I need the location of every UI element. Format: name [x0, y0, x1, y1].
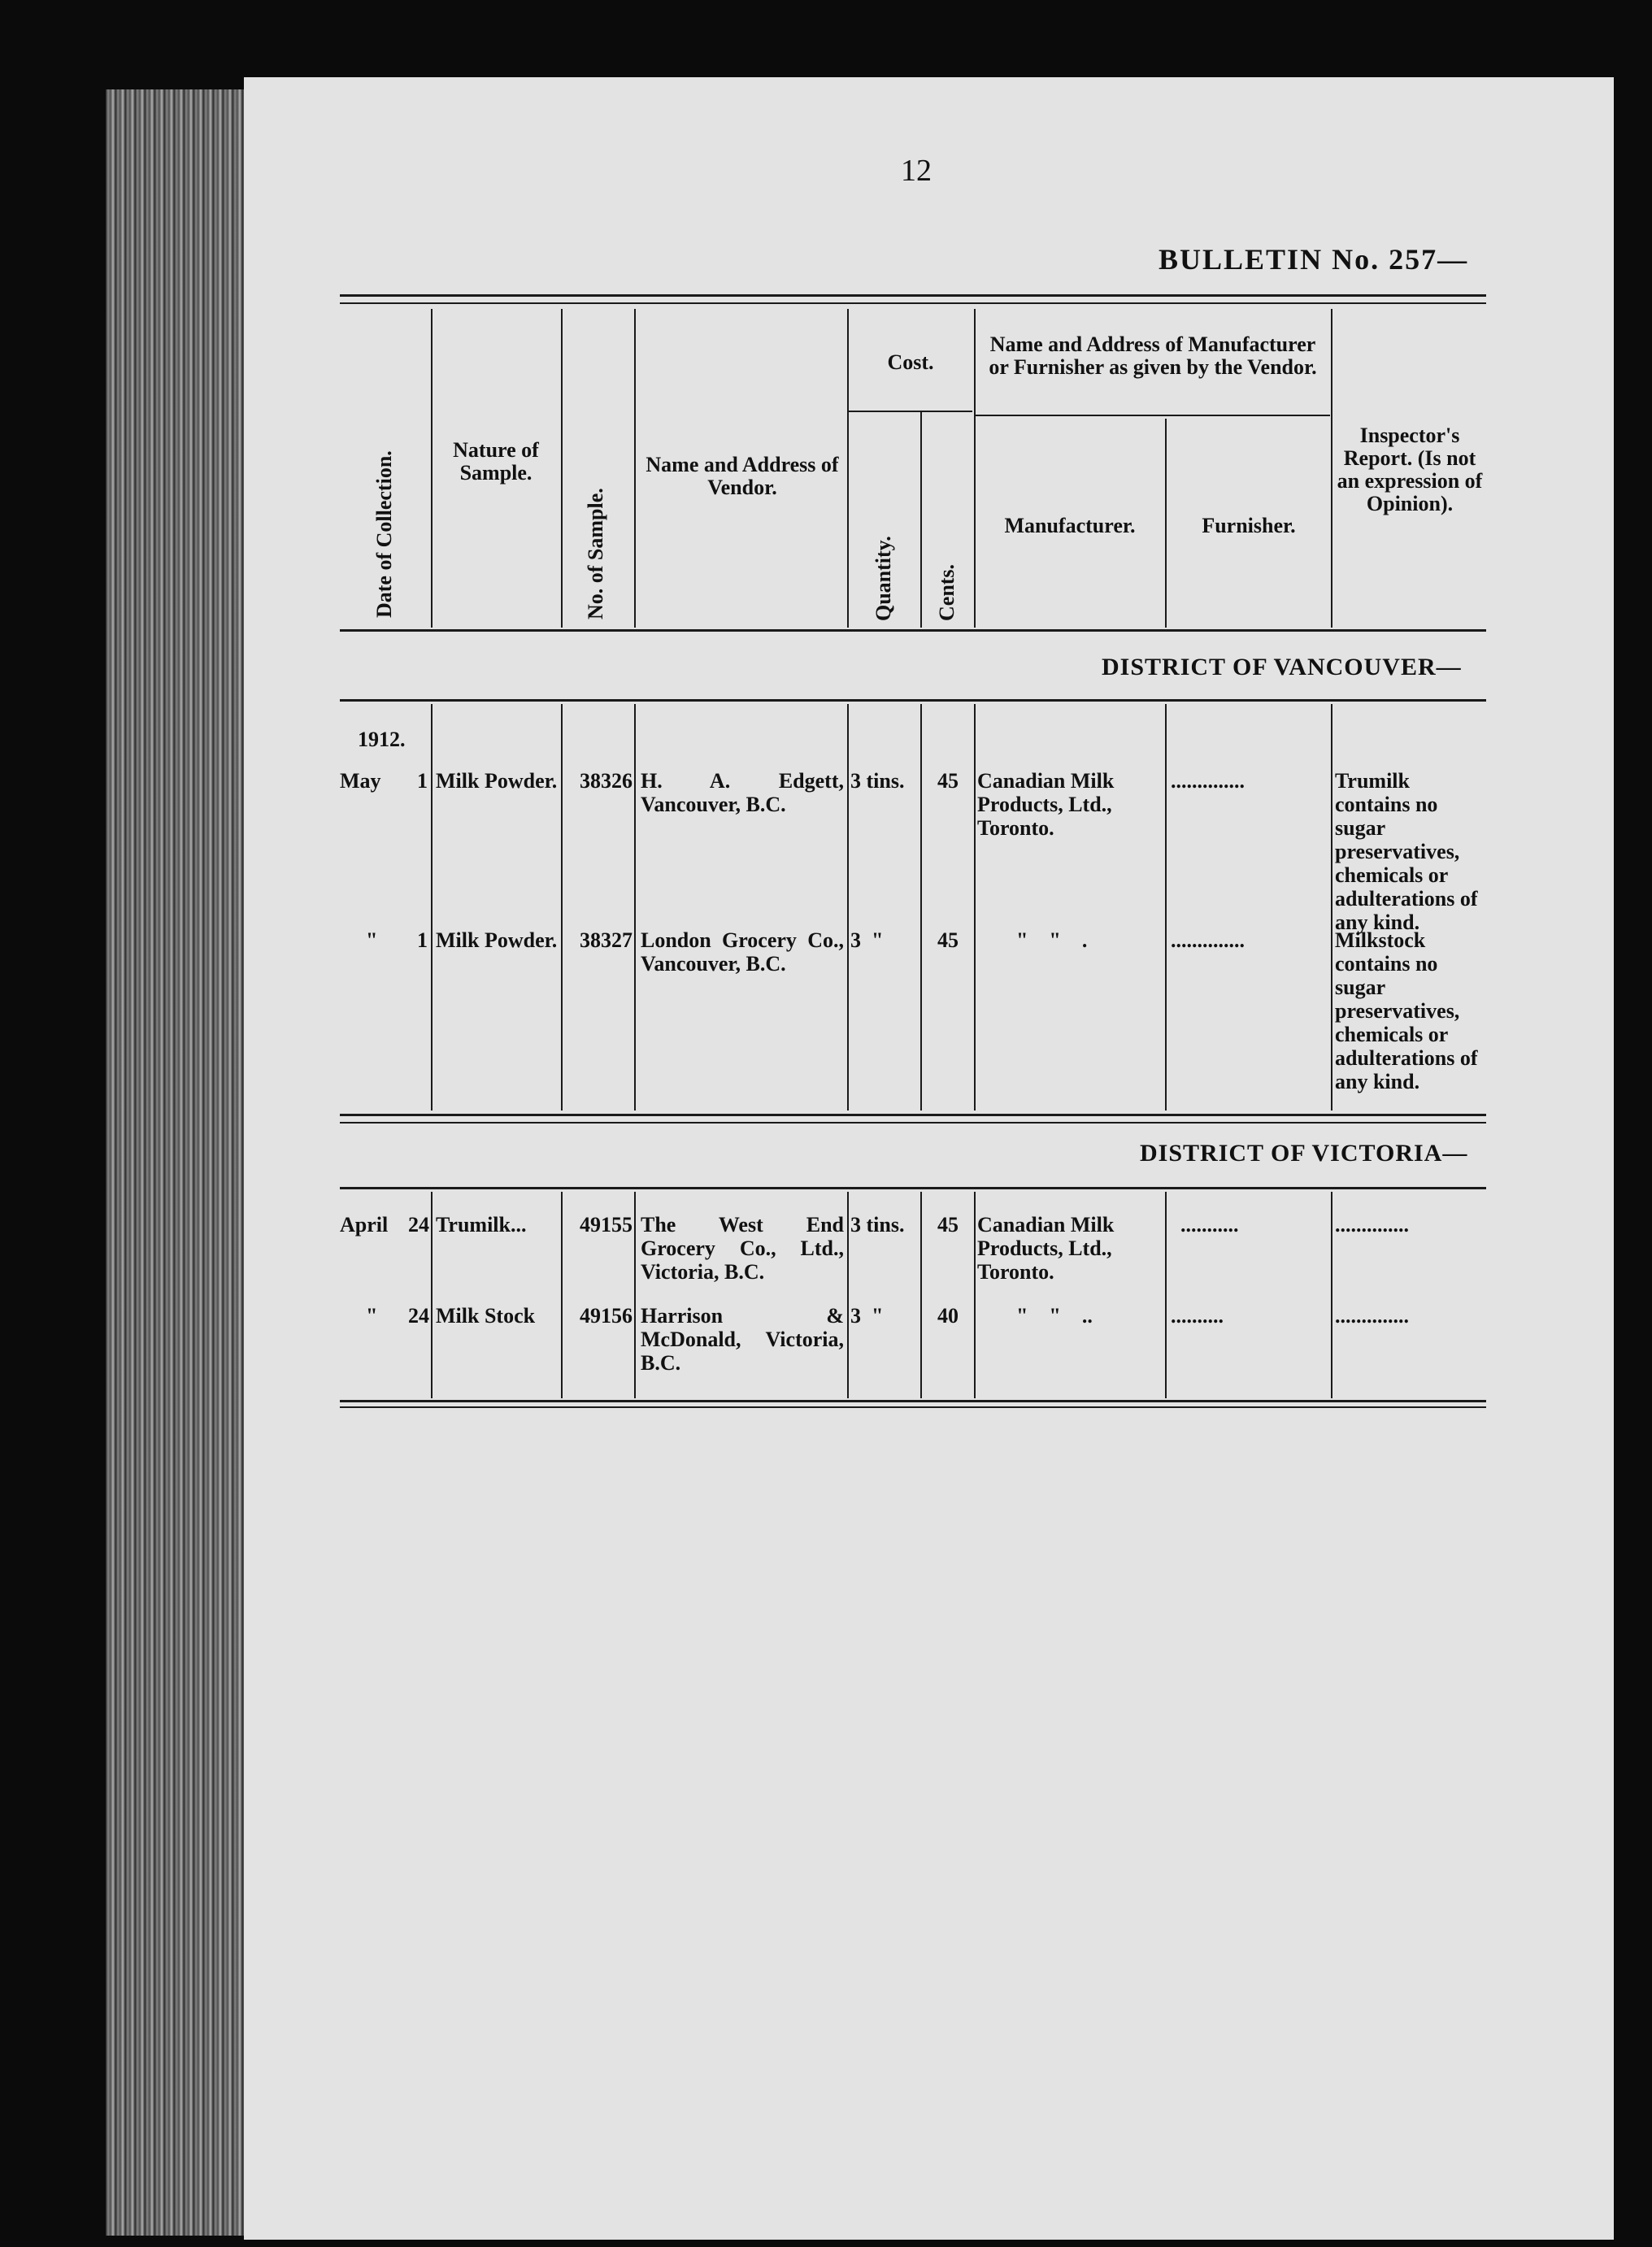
table-row-2-manufacturer: " " .	[1016, 928, 1088, 952]
header-manufacturer: Manufacturer.	[1004, 514, 1136, 537]
header-report-text: Inspector's Report. (Is not an expression of Opinion).	[1337, 424, 1483, 515]
table-row-1-furnisher: ..............	[1171, 769, 1245, 793]
table-row-1-cents: 45	[937, 769, 959, 793]
table-row-4-sample-no: 49156	[580, 1304, 633, 1328]
header-quantity: Quantity.	[872, 536, 895, 621]
table-row-4-furnisher: ..........	[1171, 1304, 1224, 1328]
table-row-3-day: 24	[408, 1213, 429, 1237]
district-victoria-heading: DISTRICT OF VICTORIA—	[1140, 1140, 1468, 1167]
bulletin-heading: BULLETIN No. 257—	[1159, 243, 1469, 276]
table-row-3-quantity: 3 tins.	[850, 1213, 905, 1237]
table-top-rule-2	[340, 302, 1486, 304]
table-row-1-nature: Milk Powder.	[436, 769, 558, 793]
table-row-2-day: 1	[417, 928, 428, 952]
table-row-3-vendor: The West End Grocery Co., Ltd., Victoria, B.C.	[641, 1213, 844, 1284]
table-top-rule	[340, 294, 1486, 297]
table-row-1-month: May	[340, 769, 381, 793]
district-vancouver-heading: DISTRICT OF VANCOUVER—	[1102, 654, 1462, 680]
page-number: 12	[901, 154, 932, 188]
header-cost: Cost.	[887, 350, 934, 374]
table-row-3-report: ..............	[1335, 1213, 1409, 1237]
header-nature-of-sample	[439, 439, 553, 485]
table-row-2-vendor: London Grocery Co., Vancouver, B.C.	[641, 928, 844, 976]
table-bottom-rule	[340, 1400, 1486, 1402]
table-row-2-furnisher: ..............	[1171, 928, 1245, 952]
header-cents: Cents.	[935, 563, 959, 621]
table-row-2-quantity: 3 "	[850, 928, 884, 952]
table-row-4-vendor: Harrison & McDonald, Victoria, B.C.	[641, 1304, 844, 1375]
table-row-1-vendor: H. A. Edgett, Vancouver, B.C.	[641, 769, 844, 816]
header-inspectors-report	[1333, 424, 1486, 515]
table-row-3-manufacturer: Canadian Milk Products, Ltd., Toronto.	[977, 1213, 1115, 1284]
table-row-4-manufacturer: " " ..	[1016, 1304, 1093, 1328]
header-manufacturer-group	[980, 333, 1326, 379]
year-label: 1912.	[358, 728, 406, 751]
header-date-of-collection: Date of Collection.	[372, 450, 396, 618]
header-vendor	[641, 454, 844, 499]
table-row-2-report: Milkstock contains no sugar preservatives, chemicals or adulterations of any kind.	[1335, 928, 1478, 1093]
header-vendor-text: Name and Address of Vendor.	[646, 453, 839, 499]
table-row-3-sample-no: 49155	[580, 1213, 633, 1237]
book-page-edges	[106, 89, 256, 2236]
table-row-3-cents: 45	[937, 1213, 959, 1237]
table-row-2-sample-no: 38327	[580, 928, 633, 952]
table-row-1-quantity: 3 tins.	[850, 769, 905, 793]
header-nature-text: Nature of Sample.	[453, 438, 539, 485]
table-row-1-report: Trumilk contains no sugar preservatives, chemicals or adulterations of any kind.	[1335, 769, 1478, 934]
table-row-3-nature: Trumilk...	[436, 1213, 527, 1237]
table-row-3-month: April	[340, 1213, 389, 1237]
table-row-3-furnisher: ...........	[1180, 1213, 1239, 1237]
table-row-4-quantity: 3 "	[850, 1304, 884, 1328]
table-bottom-rule-2	[340, 1406, 1486, 1408]
table-row-1-day: 1	[417, 769, 428, 793]
header-furnisher: Furnisher.	[1202, 514, 1296, 537]
table-row-2-month: "	[366, 928, 378, 952]
table-row-4-day: 24	[408, 1304, 429, 1328]
table-row-4-report: ..............	[1335, 1304, 1409, 1328]
table-row-2-nature: Milk Powder.	[436, 928, 558, 952]
table-row-4-cents: 40	[937, 1304, 959, 1328]
table-row-4-month: "	[366, 1304, 378, 1328]
table-row-1-sample-no: 38326	[580, 769, 633, 793]
table-row-1-manufacturer: Canadian Milk Products, Ltd., Toronto.	[977, 769, 1115, 840]
table-row-2-cents: 45	[937, 928, 959, 952]
table-row-4-nature: Milk Stock	[436, 1304, 536, 1328]
header-no-of-sample: No. of Sample.	[584, 488, 607, 619]
header-bottom-rule	[340, 629, 1486, 632]
header-mfr-group-text: Name and Address of Manufacturer or Furnisher as given by the Vendor.	[989, 332, 1317, 379]
